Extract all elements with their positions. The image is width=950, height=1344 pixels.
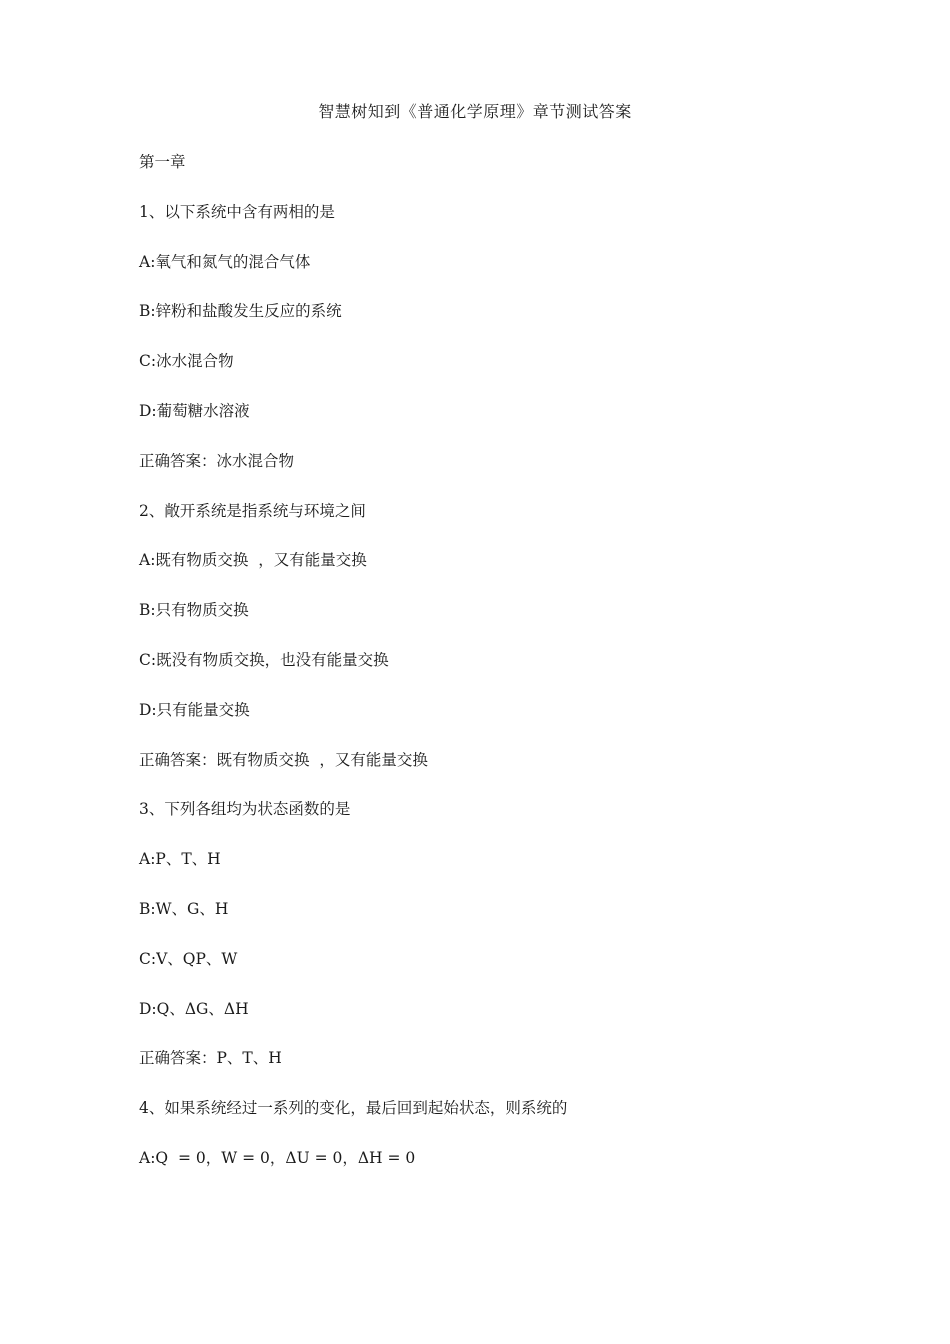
question-3-stem: 3、下列各组均为状态函数的是: [139, 800, 351, 819]
question-2-stem: 2、敞开系统是指系统与环境之间: [139, 501, 366, 520]
question-1-answer: 正确答案：冰水混合物: [139, 451, 295, 470]
question-1-option-d: D:葡萄糖水溶液: [139, 401, 250, 420]
question-2-option-c: C:既没有物质交换，也没有能量交换: [139, 650, 389, 669]
question-4-stem: 4、如果系统经过一系列的变化，最后回到起始状态，则系统的: [139, 1099, 568, 1118]
question-1-stem: 1、以下系统中含有两相的是: [139, 202, 335, 221]
document-title: 智慧树知到《普通化学原理》章节测试答案: [318, 102, 632, 121]
question-2-option-d: D:只有能量交换: [139, 700, 250, 719]
question-3-option-b: B:W、G、H: [139, 899, 229, 918]
question-3-option-a: A:P、T、H: [139, 850, 221, 869]
document-body: [139, 151, 859, 1197]
question-2-option-a: A:既有物质交换 ，又有能量交换: [139, 551, 367, 570]
chapter-heading: 第一章: [139, 153, 186, 171]
question-1-option-a: A:氧气和氮气的混合气体: [139, 252, 311, 271]
question-3-answer: 正确答案：P、T、H: [139, 1049, 282, 1068]
question-3-option-d: D:Q、ΔG、ΔH: [139, 999, 249, 1018]
question-1-option-c: C:冰水混合物: [139, 352, 234, 371]
question-2-option-b: B:只有物质交换: [139, 601, 249, 620]
question-2-answer: 正确答案：既有物质交换 ，又有能量交换: [139, 750, 428, 769]
question-4-option-a: A:Q = 0，W = 0，ΔU = 0，ΔH = 0: [139, 1148, 416, 1167]
question-1-option-b: B:锌粉和盐酸发生反应的系统: [139, 302, 342, 321]
question-3-option-c: C:V、QP、W: [139, 949, 238, 968]
